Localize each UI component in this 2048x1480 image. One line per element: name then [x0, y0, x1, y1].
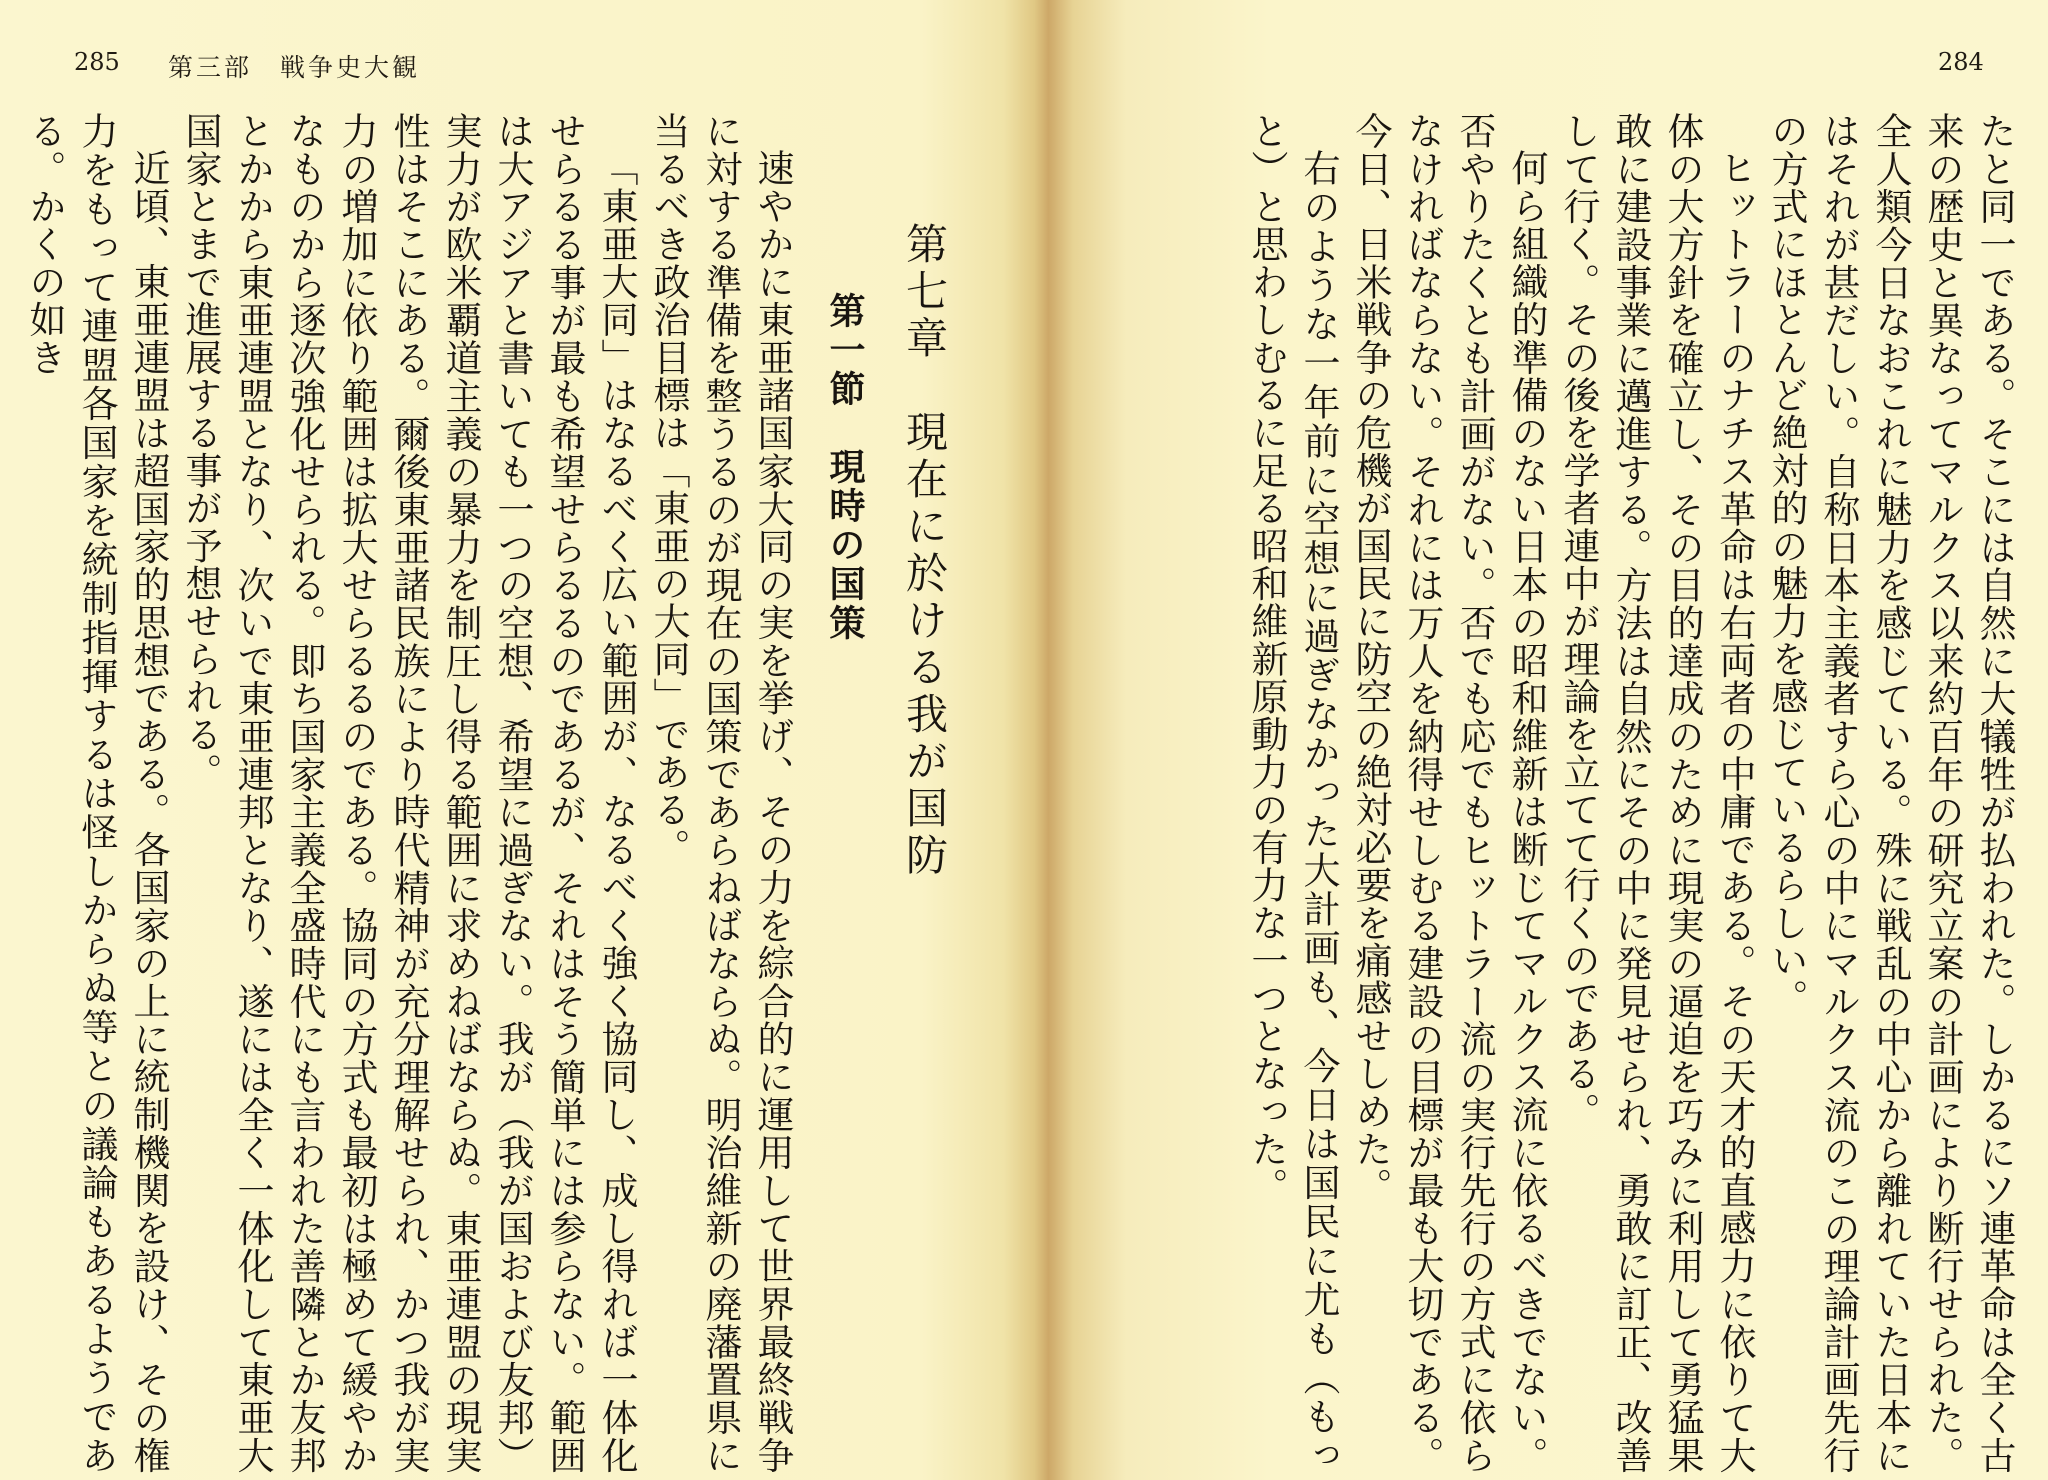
left-body-text — [23, 112, 950, 1474]
paragraph: 近頃、東亜連盟は超国家的思想である。各国家の上に統制機関を設け、その権力をもって連盟各国家を統制指揮するは怪しからぬ等との議論もあるようである。かくの如き — [23, 112, 170, 1474]
paragraph: 何ら組織的準備のない日本の昭和維新は断じてマルクス流に依るべきでない。否やりたくとも計画がない。否でも応でもヒットラー流の実行先行の方式に依らなければならない。それには万人を納得せしむる建設の目標が最も大切である。今日、日米戦争の危機が国民に防空の絶対必要を痛感せしめた。 — [1349, 112, 1548, 1474]
paragraph: たと同一である。そこには自然に大犠牲が払われた。しかるにソ連革命は全く古来の歴史と異なってマルクス以来約百年の研究立案の計画により断行せられた。全人類今日なおこれに魅力を感じている。殊に戦乱の中心から離れていた日本にはそれが甚だしい。自称日本主義者すら心の中にマルクス流のこの理論計画先行の方式にほとんど絶対的の魅力を感じているらしい。 — [1765, 112, 2016, 1474]
section-title: 第一節 現時の国策 — [824, 292, 865, 643]
page-number-right: 284 — [1938, 48, 1984, 76]
paragraph: 右のような一年前に空想に過ぎなかった大計画も、今日は国民に尤も（もっと）と思わしむるに足る昭和維新原動力の有力な一つとなった。 — [1245, 112, 1340, 1474]
paragraph: 「東亜大同」はなるべく広い範囲が、なるべく強く協同し、成し得れば一体化せらるる事が最も希望せらるるのであるが、それはそう簡単には参らない。範囲は大アジアと書いても一つの空想、希望に過ぎない。我が（我が国および友邦）実力が欧米覇道主義の暴力を制圧し得る範囲に求めねばならぬ。東亜連盟の現実性はそこにある。爾後東亜諸民族により時代精神が充分理解せられ、かつ我が実力の増加に依り範囲は拡大せらるるのである。協同の方式も最初は極めて緩やかなものから逐次強化せられる。即ち国家主義全盛時代にも言われた善隣とか友邦とかから東亜連盟となり、次いで東亜連邦となり、遂には全く一体化して東亜大国家とまで進展する事が予想せられる。 — [179, 112, 638, 1474]
right-page — [1018, 0, 2048, 1480]
left-text-block — [23, 112, 950, 1474]
right-body-text — [1140, 112, 2020, 1474]
running-title: 第三部 戦争史大観 — [168, 53, 421, 82]
chapter-title: 第七章 現在に於ける我が国防 — [900, 222, 949, 880]
page-number-left: 285 — [74, 48, 120, 76]
paragraph: ヒットラーのナチス革命は右両者の中庸である。その天才的直感力に依りて大体の大方針を確立し、その目的達成のために現実の逼迫を巧みに利用して勇猛果敢に建設事業に邁進する。方法は自然にその中に発見せられ、勇敢に訂正、改善して行く。その後を学者連中が理論を立てて行くのである。 — [1557, 112, 1756, 1474]
right-text-block — [1140, 112, 2020, 1474]
left-page — [0, 0, 1018, 1480]
paragraph: 速やかに東亜諸国家大同の実を挙げ、その力を綜合的に運用して世界最終戦争に対する準備を整うるのが現在の国策であらねばならぬ。明治維新の廃藩置県に当るべき政治目標は「東亜の大同」である。 — [647, 112, 794, 1474]
